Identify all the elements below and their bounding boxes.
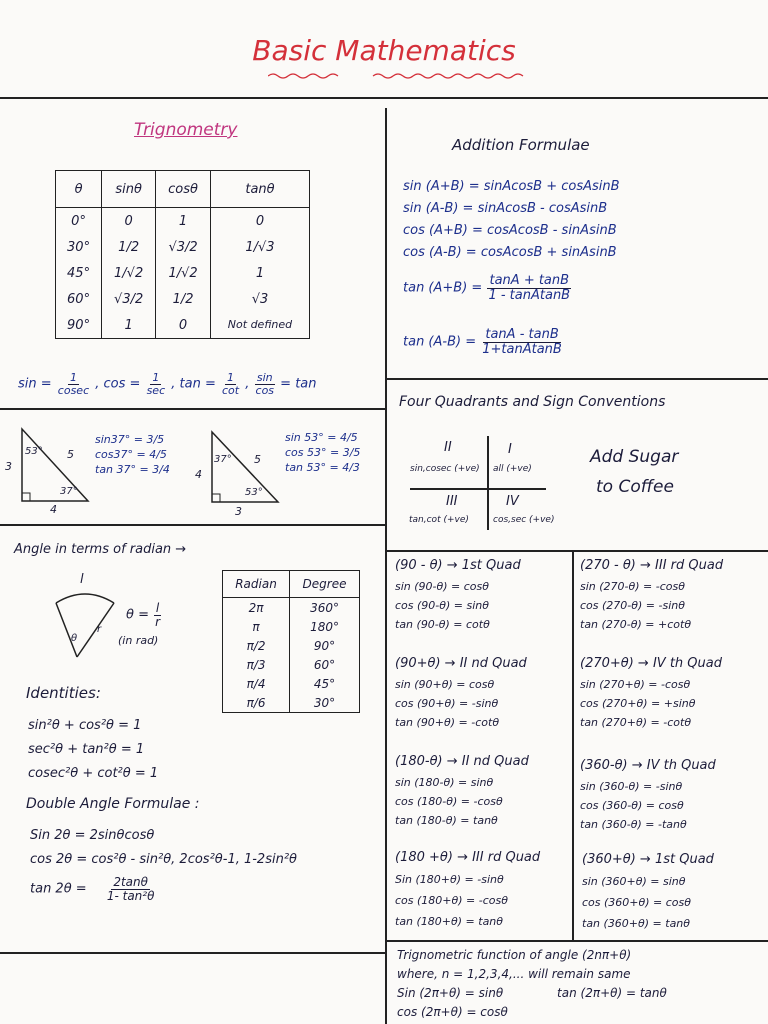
formula-lhs: sin (A-B) = (403, 201, 474, 216)
divider (572, 552, 574, 940)
transform-heading: (270 - θ) → III rd Quad (580, 558, 724, 573)
table-cell: 1/2 (102, 234, 156, 260)
formula-lhs: tan (A+B) = (403, 280, 483, 296)
formula-lhs: tan (A-B) = (403, 334, 477, 350)
side-label: 4 (50, 503, 57, 516)
transform-block (580, 558, 765, 634)
table-cell: 1/√2 (156, 260, 211, 286)
table-cell: 0° (56, 208, 102, 235)
transform-line: cos (180-θ) = -cosθ (395, 795, 503, 808)
side-label: 4 (195, 468, 202, 481)
divider (0, 952, 385, 954)
table-cell: 1 (156, 208, 211, 235)
page-title: Basic Mathematics (252, 34, 516, 67)
transform-line: cos (270-θ) = -sinθ (580, 599, 685, 612)
quadrant-label: I (508, 442, 512, 457)
recip-label: , tan = (171, 376, 216, 392)
transform-line: sin (270-θ) = -cosθ (580, 580, 685, 593)
triangle-diagram (18, 425, 93, 507)
frac-den: 1+tanAtanB (482, 341, 562, 357)
frac-num: 2tanθ (113, 875, 148, 889)
transform-line: cos (90+θ) = -sinθ (395, 697, 499, 710)
table-cell: √3/2 (102, 286, 156, 312)
table-header: cosθ (156, 171, 211, 208)
transform-line: tan (270-θ) = +cotθ (580, 618, 692, 631)
divider (0, 408, 385, 410)
divider (387, 940, 768, 942)
double-angle-tan (30, 876, 156, 902)
side-label: 3 (5, 460, 12, 473)
double-angle-line: Sin 2θ = 2sinθcosθ (30, 828, 155, 843)
axis-line (487, 436, 489, 530)
angle-label: 53° (245, 487, 263, 498)
divider (0, 97, 768, 99)
triangle-ratios (285, 430, 360, 475)
transform-line: tan (180-θ) = tanθ (395, 814, 498, 827)
frac-den: sec (146, 383, 166, 397)
note-line: Trignometric function of angle (2nπ+θ) (397, 948, 632, 962)
table-cell: π/4 (223, 674, 290, 693)
transform-heading: (360-θ) → IV th Quad (580, 758, 716, 773)
formula-line (403, 274, 572, 302)
table-row (223, 617, 360, 636)
quadrant-sub: cos,sec (+ve) (493, 515, 555, 525)
transform-heading: (90+θ) → II nd Quad (395, 656, 527, 671)
radian-heading: Angle in terms of radian → (14, 542, 187, 557)
transform-line: sin (360-θ) = -sinθ (580, 780, 683, 793)
transform-line: cos (360-θ) = cosθ (580, 799, 684, 812)
reciprocal-identities (18, 372, 317, 396)
table-cell: 30° (290, 693, 360, 713)
table-row (56, 234, 310, 260)
formula-line (403, 198, 620, 220)
table-cell: 30° (56, 234, 102, 260)
arc-label: l (80, 572, 84, 587)
table-row (223, 674, 360, 693)
quadrant-label: II (444, 440, 452, 455)
frac-num: tanA - tanB (485, 327, 559, 342)
identity-line: cosec²θ + cot²θ = 1 (28, 766, 159, 781)
recip-label: , cos = (95, 376, 141, 392)
transform-line: cos (360+θ) = cosθ (582, 896, 691, 909)
transform-block (395, 850, 571, 932)
formula-lhs: cos (A-B) = (403, 245, 477, 260)
formula-rhs: sinAcosB - cosAsinB (477, 201, 608, 216)
frac-den: r (155, 614, 161, 629)
radius-label: r (97, 624, 102, 635)
frac-den: cosec (57, 383, 90, 397)
angle-label: 37° (60, 486, 78, 497)
ratio-line: cos 53° = 3/5 (285, 446, 361, 459)
identities-heading: Identities: (26, 684, 101, 702)
table-row (223, 693, 360, 713)
transform-heading: (360+θ) → 1st Quad (582, 852, 714, 867)
formula-lhs: sin (A+B) = (403, 179, 480, 194)
transform-line: tan (360+θ) = tanθ (582, 917, 691, 930)
table-cell: 1 (102, 312, 156, 339)
transform-block (582, 852, 767, 934)
table-cell: π (223, 617, 290, 636)
note-line: where, n = 1,2,3,4,... will remain same (397, 967, 631, 981)
table-cell: 1/√3 (210, 234, 309, 260)
divider (387, 550, 768, 552)
transform-line: cos (270+θ) = +sinθ (580, 697, 696, 710)
general-angle-note (397, 946, 667, 1022)
side-label: 3 (235, 505, 242, 518)
addition-heading: Addition Formulae (452, 136, 590, 154)
trig-heading: Trignometry (134, 120, 238, 140)
transform-line: tan (90-θ) = cotθ (395, 618, 490, 631)
transform-line: sin (180-θ) = sinθ (395, 776, 494, 789)
formula-rhs: cosAcosB + sinAsinB (480, 245, 617, 260)
table-cell: π/3 (223, 655, 290, 674)
table-cell: 180° (290, 617, 360, 636)
transform-line: cos (180+θ) = -cosθ (395, 894, 508, 907)
frac-num: 1 (227, 371, 235, 384)
table-cell: 90° (290, 636, 360, 655)
table-row (56, 312, 310, 339)
formula-lhs: cos (A+B) = (403, 223, 483, 238)
double-angle-heading: Double Angle Formulae : (26, 796, 200, 812)
table-cell: 45° (290, 674, 360, 693)
addition-list (403, 176, 620, 264)
transform-line: sin (360+θ) = sinθ (582, 875, 686, 888)
trig-table (55, 170, 310, 339)
note-part: tan (2π+θ) = tanθ (557, 986, 667, 1000)
frac-den: cot (222, 383, 240, 397)
transform-block (395, 558, 571, 634)
sector-diagram (50, 585, 120, 665)
table-header: sinθ (102, 171, 156, 208)
recip-label: sin = (18, 376, 52, 392)
identity-line: sec²θ + tan²θ = 1 (28, 742, 145, 757)
quadrant-sub: tan,cot (+ve) (409, 515, 469, 525)
frac-den: cos (255, 383, 275, 397)
divider (387, 378, 768, 380)
table-cell: 0 (156, 312, 211, 339)
quadrant-sub: sin,cosec (+ve) (410, 464, 480, 474)
transform-heading: (90 - θ) → 1st Quad (395, 558, 521, 573)
angle-label: 37° (214, 454, 232, 465)
table-cell: 1/√2 (102, 260, 156, 286)
recip-label: , (245, 376, 250, 392)
ratio-line: cos37° = 4/5 (95, 448, 167, 461)
formula-rhs: cosAcosB - sinAsinB (487, 223, 617, 238)
table-cell: π/6 (223, 693, 290, 713)
table-cell: √3/2 (156, 234, 211, 260)
identities-list (28, 714, 158, 786)
mnemonic (590, 442, 678, 502)
table-cell: 2π (223, 598, 290, 618)
table-cell: 45° (56, 260, 102, 286)
quadrant-label: IV (506, 494, 519, 509)
formula-line (403, 176, 620, 198)
frac-den: 1- tan²θ (106, 888, 155, 903)
table-row (223, 598, 360, 618)
table-cell: 0 (210, 208, 309, 235)
table-cell: 1 (210, 260, 309, 286)
table-row (56, 208, 310, 235)
transform-line: tan (90+θ) = -cotθ (395, 716, 500, 729)
radian-table (222, 570, 360, 713)
quadrant-label: III (446, 494, 458, 509)
formula-rhs: sinAcosB + cosAsinB (483, 179, 620, 194)
table-cell: π/2 (223, 636, 290, 655)
quadrant-sub: all (+ve) (493, 464, 532, 474)
transform-line: cos (90-θ) = sinθ (395, 599, 489, 612)
transform-line: tan (270+θ) = -cotθ (580, 716, 692, 729)
table-cell: Not defined (210, 312, 309, 339)
transform-heading: (180-θ) → II nd Quad (395, 754, 529, 769)
ratio-line: tan 53° = 4/3 (285, 461, 360, 474)
transform-line: Sin (180+θ) = -sinθ (395, 873, 504, 886)
divider (385, 108, 387, 1024)
table-header: Radian (223, 571, 290, 598)
axis-line (410, 488, 546, 490)
angle-label: 53° (25, 446, 43, 457)
transform-line: sin (90-θ) = cosθ (395, 580, 489, 593)
transform-block (395, 656, 571, 732)
transform-block (395, 754, 571, 830)
transform-heading: (270+θ) → IV th Quad (580, 656, 722, 671)
note-part: Sin (2π+θ) = sinθ (397, 986, 504, 1000)
ratio-line: sin 53° = 4/5 (285, 431, 358, 444)
side-label: 5 (254, 453, 261, 466)
table-cell: 90° (56, 312, 102, 339)
table-row (56, 260, 310, 286)
side-label: 5 (67, 448, 74, 461)
title-underline (268, 72, 530, 80)
transform-line: tan (180+θ) = tanθ (395, 915, 504, 928)
transform-line: tan (360-θ) = -tanθ (580, 818, 687, 831)
ratio-line: sin37° = 3/5 (95, 433, 165, 446)
formula-line (403, 242, 620, 264)
table-row (56, 286, 310, 312)
formula-line (403, 328, 564, 356)
table-cell: 60° (290, 655, 360, 674)
note-line (397, 984, 667, 1003)
table-cell: 1/2 (156, 286, 211, 312)
angle-label: θ (71, 633, 78, 644)
radian-formula (126, 602, 162, 628)
frac-num: l (155, 601, 160, 615)
formula-line (403, 220, 620, 242)
formula-note: (in rad) (118, 634, 159, 647)
note-line: cos (2π+θ) = cosθ (397, 1005, 508, 1019)
frac-num: 1 (69, 371, 77, 384)
transform-block (580, 758, 765, 834)
table-header: Degree (290, 571, 360, 598)
transform-line: sin (90+θ) = cosθ (395, 678, 495, 691)
frac-num: sin (256, 371, 273, 384)
formula-label: θ = (126, 607, 149, 623)
identity-line: sin²θ + cos²θ = 1 (28, 718, 142, 733)
table-cell: 360° (290, 598, 360, 618)
table-row (223, 636, 360, 655)
quadrants-heading: Four Quadrants and Sign Conventions (399, 394, 666, 410)
table-cell: 60° (56, 286, 102, 312)
table-row (223, 655, 360, 674)
mnemonic-line: to Coffee (596, 477, 674, 497)
transform-block (580, 656, 765, 732)
transform-heading: (180 +θ) → III rd Quad (395, 850, 541, 865)
table-cell: √3 (210, 286, 309, 312)
recip-label: = tan (280, 376, 317, 392)
double-angle-line: cos 2θ = cos²θ - sin²θ, 2cos²θ-1, 1-2sin²θ (30, 852, 297, 867)
frac-num: tanA + tanB (489, 273, 570, 288)
table-header: θ (56, 171, 102, 208)
transform-line: sin (270+θ) = -cosθ (580, 678, 691, 691)
ratio-line: tan 37° = 3/4 (95, 463, 170, 476)
formula-label: tan 2θ = (30, 881, 87, 897)
divider (0, 524, 385, 526)
table-header: tanθ (210, 171, 309, 208)
mnemonic-line: Add Sugar (590, 447, 679, 467)
frac-num: 1 (152, 371, 160, 384)
triangle-ratios (95, 432, 170, 477)
table-cell: 0 (102, 208, 156, 235)
frac-den: 1 - tanAtanB (488, 287, 571, 303)
